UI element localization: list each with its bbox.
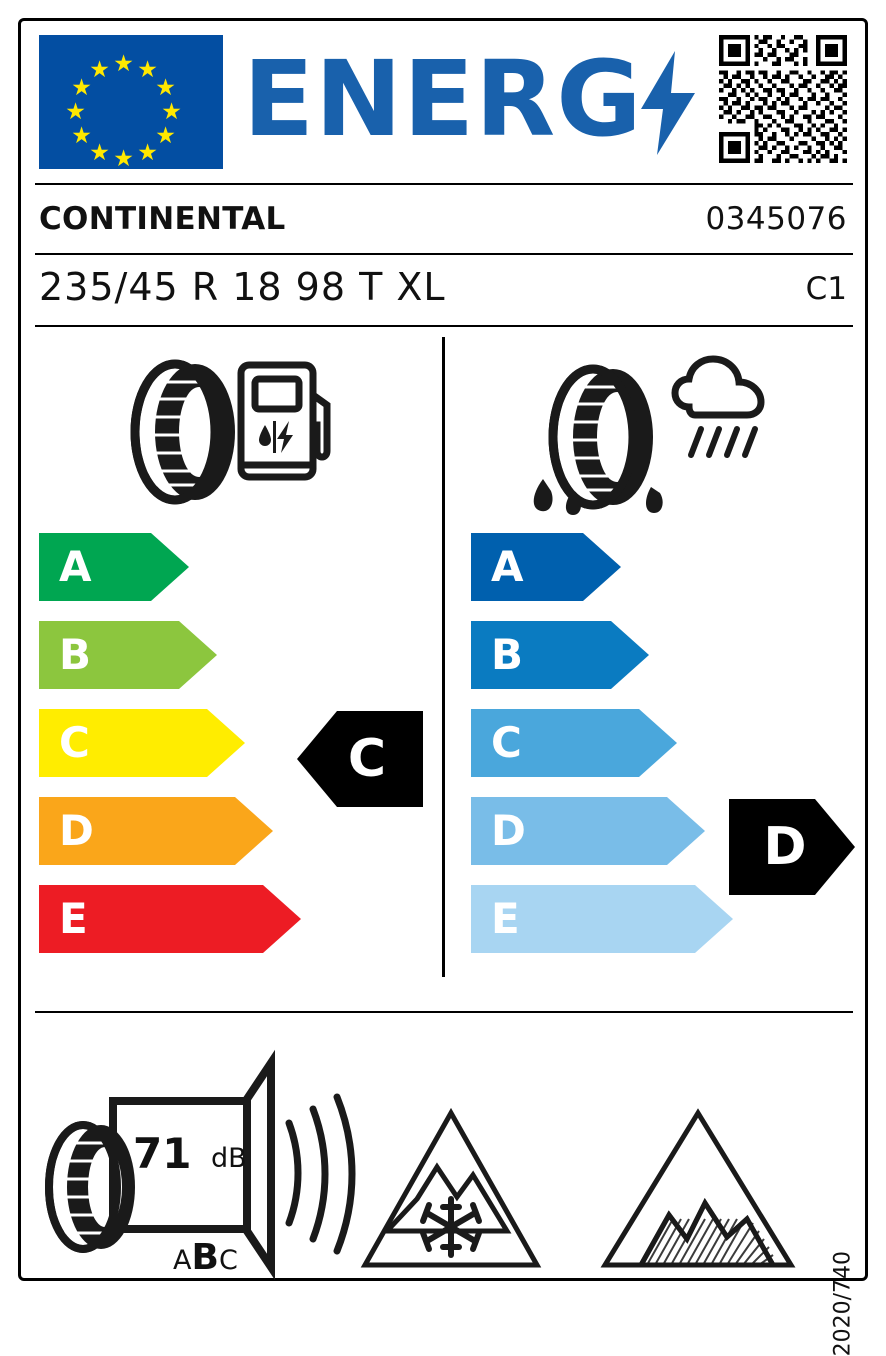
wet-grade-c-letter: C	[491, 718, 522, 767]
fuel-result-badge	[297, 711, 423, 807]
divider-vertical	[442, 337, 445, 977]
eu-flag-icon: ★ ★ ★ ★ ★ ★ ★ ★ ★ ★ ★ ★	[39, 35, 223, 169]
ice-grip-icon	[601, 1107, 796, 1272]
wet-grade-d-letter: D	[491, 806, 526, 855]
brand-row	[21, 191, 865, 253]
energy-wordmark: ENERG	[243, 38, 643, 160]
noise-class-group	[173, 1237, 238, 1278]
wet-grade-b-letter: B	[491, 630, 524, 679]
year-code: 2020/740	[830, 1251, 855, 1356]
tyre-icon	[135, 364, 235, 500]
fuel-grade-a-letter: A	[59, 542, 92, 591]
wet-grade-e-letter: E	[491, 894, 520, 943]
divider-brand	[35, 253, 853, 255]
size-row	[21, 261, 865, 323]
brand-name: CONTINENTAL	[39, 201, 286, 237]
tyre-size: 235/45 R 18 98 T XL	[39, 265, 446, 309]
lightning-bolt-icon	[641, 51, 695, 155]
ratings-panel	[21, 333, 865, 993]
sound-waves-icon	[289, 1097, 352, 1251]
snow-grip-icon	[361, 1107, 541, 1272]
wet-grip-pictogram	[521, 347, 771, 527]
fuel-grade-b-letter: B	[59, 630, 92, 679]
noise-db-unit: dB	[211, 1143, 247, 1174]
wet-grade-a-letter: A	[491, 542, 524, 591]
fuel-result-letter: C	[347, 729, 387, 789]
divider-bottom	[35, 1011, 853, 1013]
product-code: 0345076	[705, 201, 847, 237]
bottom-section	[21, 1021, 865, 1356]
wet-result-letter: D	[763, 817, 807, 877]
tyre-splash-icon	[534, 369, 663, 515]
noise-class-c: C	[218, 1245, 238, 1276]
fuel-grade-e-letter: E	[59, 894, 88, 943]
label-header	[21, 21, 865, 181]
noise-db-value: 71	[133, 1129, 192, 1178]
rain-cloud-icon	[675, 359, 761, 455]
divider-size	[35, 325, 853, 327]
wet-result-badge	[729, 799, 855, 895]
fuel-grade-c-letter: C	[59, 718, 90, 767]
noise-class-b: B	[191, 1237, 219, 1278]
fuel-pump-icon	[241, 365, 327, 477]
fuel-efficiency-pictogram	[113, 347, 343, 517]
noise-class-a: A	[173, 1245, 192, 1276]
tyre-class: C1	[805, 271, 847, 307]
divider-header	[35, 183, 853, 185]
fuel-drop-icon	[259, 421, 293, 453]
qr-code-icon	[719, 35, 847, 163]
label-frame	[18, 18, 868, 1356]
fuel-grade-d-letter: D	[59, 806, 94, 855]
